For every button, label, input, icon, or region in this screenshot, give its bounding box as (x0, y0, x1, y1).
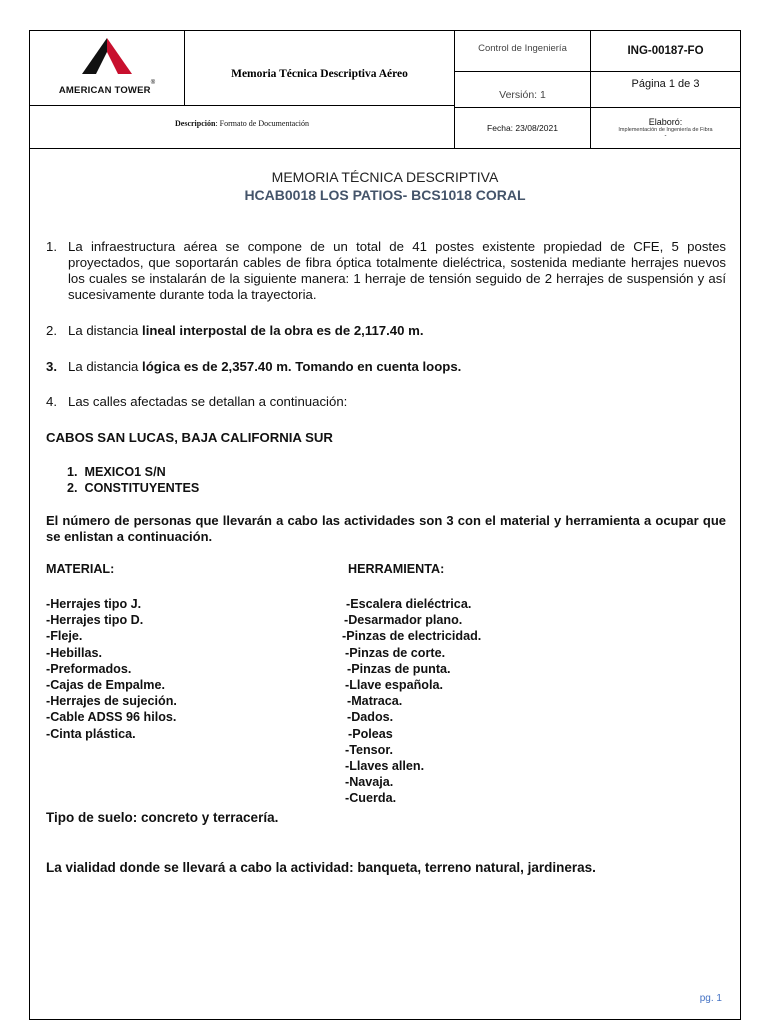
street-item: 1. MEXICO1 S/N (67, 465, 166, 479)
list-item-4: 4. Las calles afectadas se detallan a continuación: (46, 394, 348, 409)
tool-item: -Desarmador plano. (344, 613, 463, 628)
material-title: MATERIAL: (46, 562, 115, 576)
tools-title: HERRAMIENTA: (348, 562, 445, 576)
material-item: -Herrajes tipo J. (46, 597, 142, 611)
document-page (29, 30, 741, 1020)
tools-list (342, 596, 481, 807)
material-item: -Preformados. (46, 661, 132, 676)
description-value: : Formato de Documentación (215, 118, 309, 128)
page-number: pg. 1 (699, 993, 722, 1004)
doc-subheading: HCAB0018 LOS PATIOS- BCS1018 CORAL (244, 187, 526, 203)
version-label: Versión: 1 (499, 88, 546, 101)
list-item-1: 1. La infraestructura aérea se compone de un total de 41 postes existente propiedad de CFE, 5 postes proyectados, que soportarán cables de fibra óptica totalmente dieléctrica, sostenida mediante herrajes nuevos los cuales se instalarán de la siguiente manera: 1 herraje de tensión seguido de 2 herrajes de suspensión y así sucesivamente durante toda la trayectoria. (46, 239, 726, 302)
control-label: Control de Ingeniería (478, 43, 567, 54)
tool-item: -Pinzas de electricidad. (342, 629, 482, 644)
material-item: -Herrajes de sujeción. (46, 694, 177, 709)
page-count: Página 1 de 3 (631, 78, 700, 90)
doc-heading: MEMORIA TÉCNICA DESCRIPTIVA (271, 169, 499, 185)
material-item: -Herrajes tipo D. (46, 613, 144, 628)
elaboro-value: Implementación de Ingeniería de Fibra (618, 127, 713, 133)
tool-item: -Dados. (347, 710, 394, 725)
tool-item: -Pinzas de corte. (345, 645, 446, 660)
material-item: -Cinta plástica. (46, 726, 136, 741)
road-type: La vialidad donde se llevará a cabo la actividad: banqueta, terreno natural, jardineras. (46, 860, 596, 875)
tool-item: -Poleas (348, 726, 393, 741)
logo-text: AMERICAN TOWER (58, 85, 151, 96)
list-item-2: 2. La distancia lineal interpostal de la obra es de 2,117.40 m. (46, 323, 424, 338)
tool-item: -Llave española. (345, 678, 443, 693)
elaboro-label: Elaboró: (648, 117, 683, 127)
elaboro-cell: Elaboró: Implementación de Ingeniería de Fibra - (618, 117, 713, 139)
description-label: Descripción (175, 118, 216, 128)
material-item: -Hebillas. (46, 645, 102, 660)
materials-list (46, 596, 177, 742)
tool-item: -Matraca. (347, 694, 403, 709)
tool-item: -Llaves allen. (345, 759, 425, 774)
description-cell (30, 106, 454, 148)
header-table (30, 31, 740, 149)
material-item: -Cajas de Empalme. (46, 678, 165, 693)
tower-logo-icon (82, 38, 132, 74)
document-title: Memoria Técnica Descriptiva Aéreo (231, 68, 408, 80)
location-heading: CABOS SAN LUCAS, BAJA CALIFORNIA SUR (46, 430, 333, 445)
company-logo: AMERICAN TOWER® (30, 31, 184, 105)
street-item: 2. CONSTITUYENTES (67, 481, 200, 495)
tool-item: -Navaja. (345, 775, 394, 790)
tool-item: -Tensor. (345, 742, 394, 757)
material-item: -Cable ADSS 96 hilos. (46, 710, 177, 725)
material-item: -Fleje. (46, 629, 83, 644)
soil-type: Tipo de suelo: concreto y terracería. (46, 810, 279, 825)
tool-item: -Cuerda. (345, 791, 397, 806)
personnel-paragraph: El número de personas que llevarán a cabo las actividades son 3 con el material y herramienta a ocupar que se enlistan a continuación. (46, 513, 726, 544)
list-item-3: 3. La distancia lógica es de 2,357.40 m. Tomando en cuenta loops. (46, 359, 462, 374)
document-code: ING-00187-FO (627, 45, 704, 57)
tool-item: -Escalera dieléctrica. (346, 597, 472, 611)
date-label: Fecha: 23/08/2021 (487, 123, 558, 133)
tool-item: -Pinzas de punta. (347, 661, 451, 676)
